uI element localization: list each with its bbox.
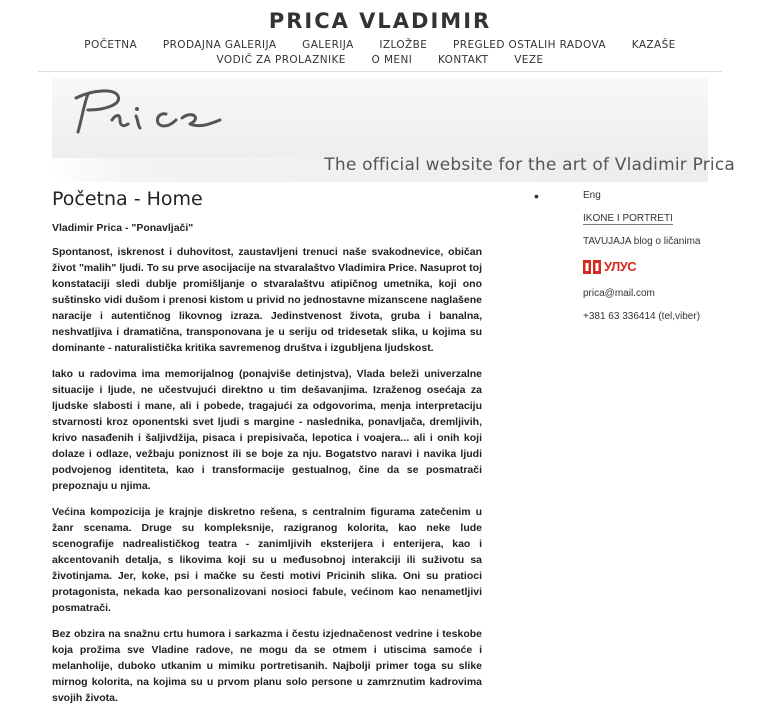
ulus-logo-icon xyxy=(583,260,601,274)
article-paragraph: Iako u radovima ima memorijalnog (ponajviše detinjstva), Vlada beleži univerzalne situacije i ljude, ne učestvujući direktno u tim dešavanjima. Izraženog osećaja za ljudske slabosti i mane, ali i pobede, tragajući za odgovorima, menja interpretaciju stvarnosti kroz oponentski svet ljudi s margine - naslednika, ponavljača, dremljivih, krivo nasađenih i šaljivdžija, pisaca i prepisivača, lepotica i voajera... ali i onih koji dolaze i odlaze, vežbaju poniznost ili se boje za nju. Bogatstvo naravi i navika ljudi podvojenog identiteta, kao i transformacije gestualnog, čine da se posmatrači prepoznaju u njima. xyxy=(52,368,482,492)
main-nav-row-2 xyxy=(0,54,760,66)
nav-o-meni[interactable]: O MENI xyxy=(371,54,413,66)
page-title: Početna - Home xyxy=(52,188,203,210)
header-divider xyxy=(38,71,722,72)
article-paragraph: Bez obzira na snažnu crtu humora i sarkazma i čestu izjednačenost vedrine i teskobe koja prožima sve Vladine radove, ne mogu da se otmem i utiscima samoće i melanholije, duboko utkanim u mimiku portretisanih. Najbolji primer toga su slike mirnog kolorita, na kojima su u prvom planu solo persone u zamrznutim kadrovima svojih života. xyxy=(52,628,482,704)
nav-pregled-ostalih-radova[interactable]: PREGLED OSTALIH RADOVA xyxy=(453,39,606,51)
nav-galerija[interactable]: GALERIJA xyxy=(302,39,354,51)
ulus-logo-text: УЛУС xyxy=(604,259,637,274)
bullet-icon: • xyxy=(534,188,539,204)
article-subtitle: Vladimir Prica - "Ponavljači" xyxy=(52,222,194,234)
phone-number: +381 63 336414 (tel,viber) xyxy=(583,311,701,322)
ikone-i-portreti-link[interactable] xyxy=(583,213,743,224)
main-nav-row-1 xyxy=(0,39,760,51)
tavujaja-blog-link[interactable]: TAVUJAJA blog o ličanima xyxy=(583,236,701,247)
nav-izlozbe[interactable]: IZLOŽBE xyxy=(379,39,428,51)
main-content xyxy=(52,188,482,716)
nav-vodic-za-prolaznike[interactable]: VODIČ ZA PROLAZNIKE xyxy=(216,54,346,66)
ulus-logo-link[interactable] xyxy=(583,259,743,274)
sidebar xyxy=(583,190,743,334)
article-paragraph: Većina kompozicija je krajnje diskretno rešena, s centralnim figurama zatečenim u žanr scenama. Druge su kompleksnije, razigranog kolorita, kao neke lude scenografije nadrealističkog teatra - zanimljivih eksterijera i enterijera, kao i akcentovanih detalja, s likovima koji su u međusobnoj interakciji ili suživotu sa životinjama. Jer, koke, psi i mačke su česti motivi Pricinih slika. Oni su pratioci protagonista, nekada kao personalizovani nosioci fabule, većinom kao nenametljivi posmatrači. xyxy=(52,506,482,614)
nav-kazase[interactable]: KAZAŠE xyxy=(631,39,676,51)
article-paragraph: Spontanost, iskrenost i duhovitost, zaustavljeni trenuci naše svakodnevice, običan život "malih" ljudi. To su prve asocijacije na stvaralaštvo Vladimira Price. Nasuprot toj konstataciji sledi dublje promišljanje o stvaralaštvu atipičnog umetnika, koji ono suštinsko vidi dušom i prenosi kistom u privid no jednostavne mizanscene naglašene naracije i autentičnog likovnog izraza. Jedinstvenost života, gruba i banalna, neshvatljiva i dramatična, transponovana je u seriju od tridesetak slika, u kojima su dominante - naturalistička kritika savremenog društva i izgubljena ljudskost. xyxy=(52,246,482,354)
banner-tagline: The official website for the art of Vladimir Prica xyxy=(324,155,735,175)
site-title[interactable]: PRICA VLADIMIR xyxy=(268,9,492,33)
language-eng-link[interactable]: Eng xyxy=(583,190,601,201)
ikone-i-portreti-label: IKONE I PORTRETI xyxy=(583,213,673,224)
nav-pocetna[interactable]: POČETNA xyxy=(84,39,138,51)
nav-prodajna-galerija[interactable]: PRODAJNA GALERIJA xyxy=(162,39,277,51)
nav-kontakt[interactable]: KONTAKT xyxy=(437,54,489,66)
price-signature-logo xyxy=(70,84,250,140)
nav-veze[interactable]: VEZE xyxy=(514,54,544,66)
email-link[interactable]: prica@mail.com xyxy=(583,288,655,299)
